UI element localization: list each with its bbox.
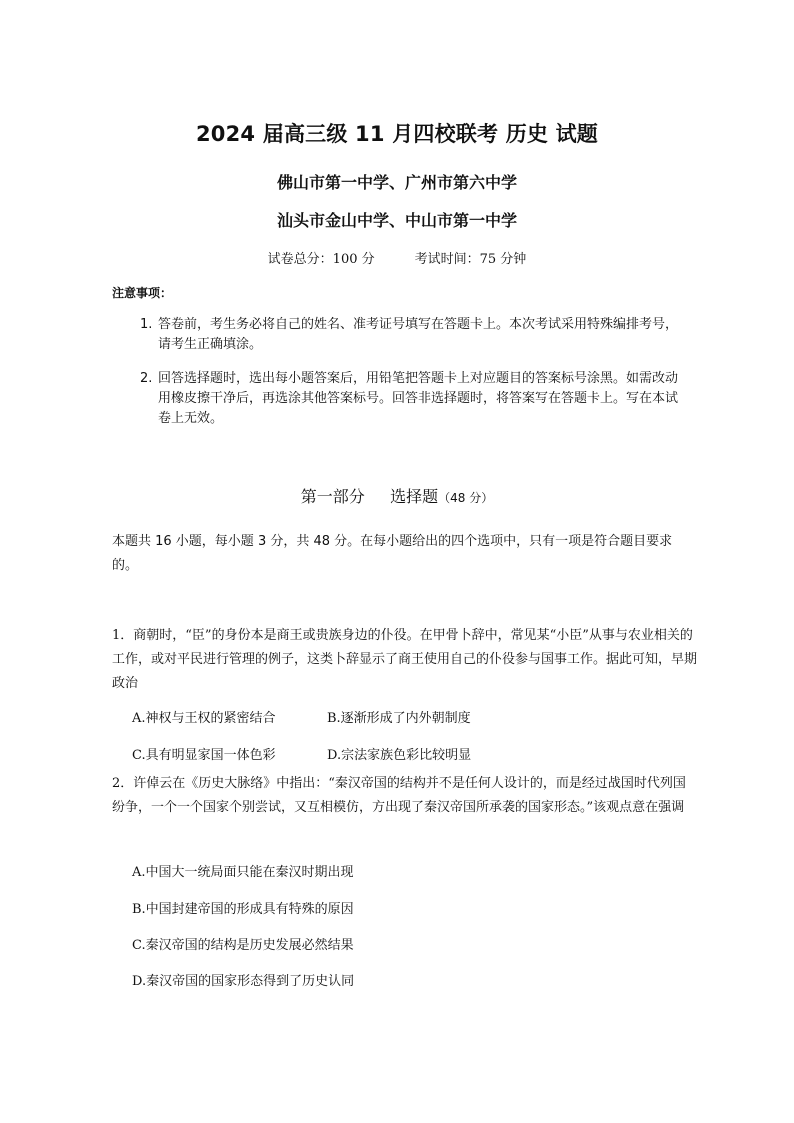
option-d: D.宗法家族色彩比较明显	[327, 748, 472, 763]
school-line-2: 汕头市金山中学、中山市第一中学	[276, 211, 517, 230]
section-instructions: 本题共 16 小题，每小题 3 分，共 48 分。在每小题给出的四个选项中，只有一项是符合题目要求的。	[112, 534, 673, 573]
total-score: 试卷总分：100 分	[267, 252, 375, 267]
section-heading	[0, 484, 794, 507]
notice-item-number: 2.	[140, 371, 153, 386]
option-d: D.秦汉帝国的国家形态得到了历史认同	[132, 974, 355, 989]
notice-item-1	[140, 315, 680, 355]
section-score: （48 分）	[438, 491, 494, 505]
option-b: B.逐渐形成了内外朝制度	[327, 711, 471, 726]
notice-item-2	[140, 369, 680, 429]
section-title: 第一部分 选择题	[300, 487, 439, 506]
school-line-1: 佛山市第一中学、广州市第六中学	[276, 173, 517, 192]
option-c: C.具有明显家国一体色彩	[132, 748, 276, 763]
notice-heading: 注意事项：	[112, 286, 173, 300]
exam-meta	[0, 248, 794, 267]
notice-item-number: 1.	[140, 317, 153, 332]
exam-time: 考试时间：75 分钟	[414, 252, 527, 267]
question-2-stem: 2．许倬云在《历史大脉络》中指出：“秦汉帝国的结构并不是任何人设计的，而是经过战国时代列国纷争，一个一个国家个别尝试，又互相模仿，方出现了秦汉帝国所承袭的国家形态。”该观点意在强调	[112, 776, 686, 815]
exam-title: 2024 届高三级 11 月四校联考 历史 试题	[195, 122, 599, 146]
notice-item-text: 答卷前，考生务必将自己的姓名、准考证号填写在答题卡上。本次考试采用特殊编排考号，请考生正确填涂。	[158, 317, 679, 352]
option-a: A.神权与王权的紧密结合	[132, 711, 276, 726]
question-1-stem: 1．商朝时，“臣”的身份本是商王或贵族身边的仆役。在甲骨卜辞中，常见某“小臣”从事与农业相关的工作，或对平民进行管理的例子，这类卜辞显示了商王使用自己的仆役参与国事工作。据此可知，早期政治	[112, 628, 698, 691]
question-1-options-row-2	[132, 744, 472, 763]
option-b: B.中国封建帝国的形成具有特殊的原因	[132, 902, 354, 917]
option-c: C.秦汉帝国的结构是历史发展必然结果	[132, 938, 354, 953]
option-a: A.中国大一统局面只能在秦汉时期出现	[132, 865, 354, 880]
question-1-options-row-1	[132, 707, 471, 726]
notice-item-text: 回答选择题时，选出每小题答案后，用铅笔把答题卡上对应题目的答案标号涂黑。如需改动用橡皮擦干净后，再选涂其他答案标号。回答非选择题时，将答案写在答题卡上。写在本试卷上无效。	[158, 371, 679, 426]
